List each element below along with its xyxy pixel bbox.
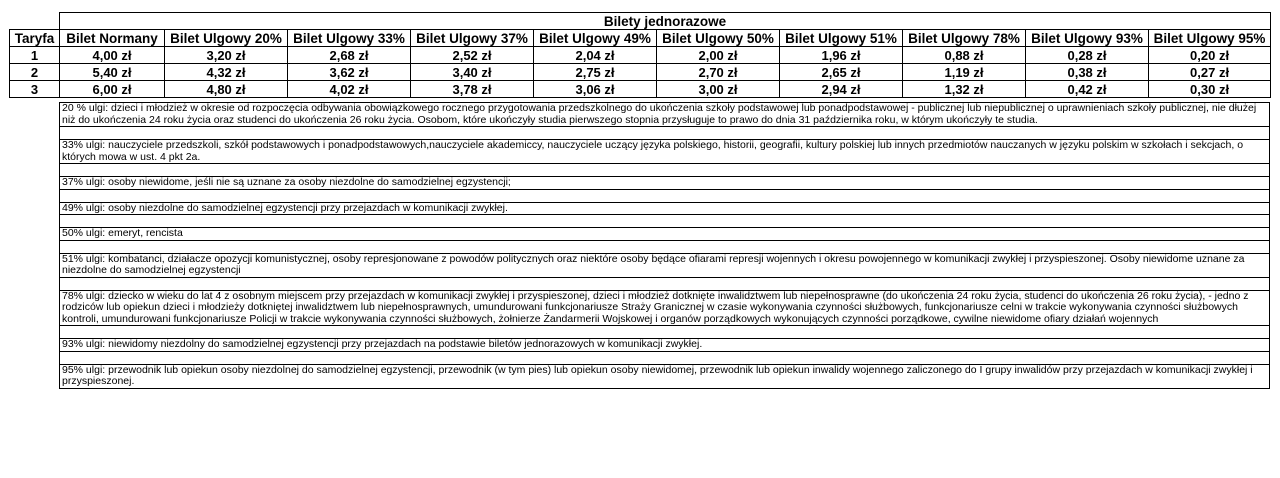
table-title: Bilety jednorazowe	[60, 13, 1271, 30]
column-header: Bilet Ulgowy 49%	[534, 30, 657, 47]
note-33-percent	[59, 140, 1270, 164]
column-header: Bilet Ulgowy 37%	[411, 30, 534, 47]
table-cell: 1,96 zł	[780, 47, 903, 64]
spacer-row	[59, 241, 1270, 254]
header-row	[10, 30, 1271, 47]
table-cell: 1,19 zł	[903, 64, 1026, 81]
table-cell: 0,42 zł	[1026, 81, 1149, 98]
table-cell: 6,00 zł	[60, 81, 165, 98]
table-cell: 2,75 zł	[534, 64, 657, 81]
note-text: 20 % ulgi: dzieci i młodzież w okresie od rozpoczęcia odbywania obowiązkowego rocznego przygotowania przedszkolnego do ukończenia szkoły podstawowej lub ponadpodstawowej - publicznej lub niepublicznej o uprawnieniach szkoły publicznej, nie dłużej niż do ukończenia 24 roku życia oraz studenci do ukończenia 26 roku życia. Osobom, które ukończyły studia pierwszego stopnia przysługuje to prawo do dnia 31 października roku, w którym ukończyły te studia.	[62, 102, 1257, 126]
table-cell: 5,40 zł	[60, 64, 165, 81]
table-cell: 3,40 zł	[411, 64, 534, 81]
table-row	[10, 47, 1271, 64]
table-cell: 0,30 zł	[1149, 81, 1271, 98]
note-51-percent	[59, 254, 1270, 278]
table-cell: 3,78 zł	[411, 81, 534, 98]
note-text: 50% ulgi: emeryt, rencista	[62, 227, 183, 239]
table-cell: 2,00 zł	[657, 47, 780, 64]
table-cell: 1	[10, 47, 60, 64]
table-cell: 3,62 zł	[288, 64, 411, 81]
note-text: 49% ulgi: osoby niezdolne do samodzielnej egzystencji przy przejazdach w komunikacji zwykłej.	[62, 201, 508, 214]
spacer-row	[59, 190, 1270, 203]
table-cell: 2,68 zł	[288, 47, 411, 64]
column-header: Bilet Ulgowy 95%	[1149, 30, 1271, 47]
column-header: Bilet Normany	[60, 30, 165, 47]
table-cell: 2,94 zł	[780, 81, 903, 98]
note-49-percent	[59, 203, 1270, 216]
table-cell: 2,04 zł	[534, 47, 657, 64]
column-header: Bilet Ulgowy 93%	[1026, 30, 1149, 47]
table-cell: 3	[10, 81, 60, 98]
note-text: 51% ulgi: kombatanci, działacze opozycji komunistycznej, osoby represjonowane z powodów politycznych oraz niektóre osoby będące ofiarami represji wojennych i okresu powojennego w komunikacji zwykłej i przyspieszonej. Osoby niewidome uznane za niezdolne do samodzielnej egzystencji	[62, 252, 1245, 276]
table-cell: 3,20 zł	[165, 47, 288, 64]
column-header: Bilet Ulgowy 20%	[165, 30, 288, 47]
note-50-percent	[59, 228, 1270, 241]
column-header: Bilet Ulgowy 51%	[780, 30, 903, 47]
table-row	[10, 81, 1271, 98]
table-row	[10, 64, 1271, 81]
fare-sheet	[9, 12, 1270, 98]
table-cell: 4,00 zł	[60, 47, 165, 64]
note-93-percent	[59, 339, 1270, 352]
note-text: 93% ulgi: niewidomy niezdolny do samodzielnej egzystencji przy przejazdach na podstawie biletów jednorazowych w komunikacji zwykłej.	[62, 338, 703, 350]
table-cell: 0,88 zł	[903, 47, 1026, 64]
table-cell: 0,20 zł	[1149, 47, 1271, 64]
table-cell: 4,32 zł	[165, 64, 288, 81]
table-cell: 1,32 zł	[903, 81, 1026, 98]
table-cell: 2	[10, 64, 60, 81]
title-row	[10, 13, 1271, 30]
note-37-percent	[59, 177, 1270, 190]
column-header: Bilet Ulgowy 33%	[288, 30, 411, 47]
table-cell: 2,52 zł	[411, 47, 534, 64]
note-text: 78% ulgi: dziecko w wieku do lat 4 z osobnym miejscem przy przejazdach w komunikacji zwykłej i przyspieszonej, dzieci i młodzież dotknięte inwalidztwem lub niepełnosprawne (do ukończenia 24 roku życia, studenci do ukończenia 26 roku życia), - jedno z rodziców lub opiekun dzieci i młodzieży dotkniętej inwalidztwem lub niepełnosprawnych, umundurowani funkcjonariusze Straży Granicznej w czasie wykonywania czynności służbowych, funkcjonariusze celni w trakcie wykonywania czynności służbowych kontroli, umundurowani funkcjonariusze Policji w trakcie wykonywania czynności służbowych, żołnierze Żandarmerii Wojskowej i organów porządkowych wykonujących czynności porządkowe, cywilne niewidome ofiary działań wojennych	[62, 289, 1249, 325]
spacer-row	[59, 352, 1270, 365]
spacer-row	[59, 278, 1270, 291]
discount-notes	[59, 102, 1270, 389]
table-cell: 2,70 zł	[657, 64, 780, 81]
table-cell: 0,27 zł	[1149, 64, 1271, 81]
spacer-row	[59, 215, 1270, 228]
table-cell: 0,38 zł	[1026, 64, 1149, 81]
note-20-percent	[59, 102, 1270, 127]
column-header: Bilet Ulgowy 50%	[657, 30, 780, 47]
table-cell: 4,02 zł	[288, 81, 411, 98]
note-78-percent	[59, 291, 1270, 327]
note-text: 95% ulgi: przewodnik lub opiekun osoby niezdolnej do samodzielnej egzystencji, przewodnik (w tym pies) lub opiekun osoby niewidomej, przewodnik lub opiekun inwalidy wojennego zaliczonego do I grupy inwalidów przy przejazdach w komunikacji zwykłej i przyspieszonej.	[62, 363, 1253, 387]
note-text: 33% ulgi: nauczyciele przedszkoli, szkół podstawowych i ponadpodstawowych,nauczyciele akademiccy, nauczyciele uczący języka polskiego, historii, geografii, kultury polskiej lub innych przedmiotów nauczanych w języku polskim w szkołach i sekcjach, o których mowa w ust. 4 pkt 2a.	[62, 139, 1244, 163]
note-text: 37% ulgi: osoby niewidome, jeśli nie są uznane za osoby niezdolne do samodzielnej egzystencji;	[62, 176, 511, 188]
column-header: Bilet Ulgowy 78%	[903, 30, 1026, 47]
note-95-percent	[59, 365, 1270, 389]
table-cell: 3,06 zł	[534, 81, 657, 98]
table-cell: 0,28 zł	[1026, 47, 1149, 64]
table-cell: 4,80 zł	[165, 81, 288, 98]
table-cell: 3,00 zł	[657, 81, 780, 98]
fare-table	[9, 12, 1271, 98]
table-cell: 2,65 zł	[780, 64, 903, 81]
column-header: Taryfa	[10, 30, 60, 47]
